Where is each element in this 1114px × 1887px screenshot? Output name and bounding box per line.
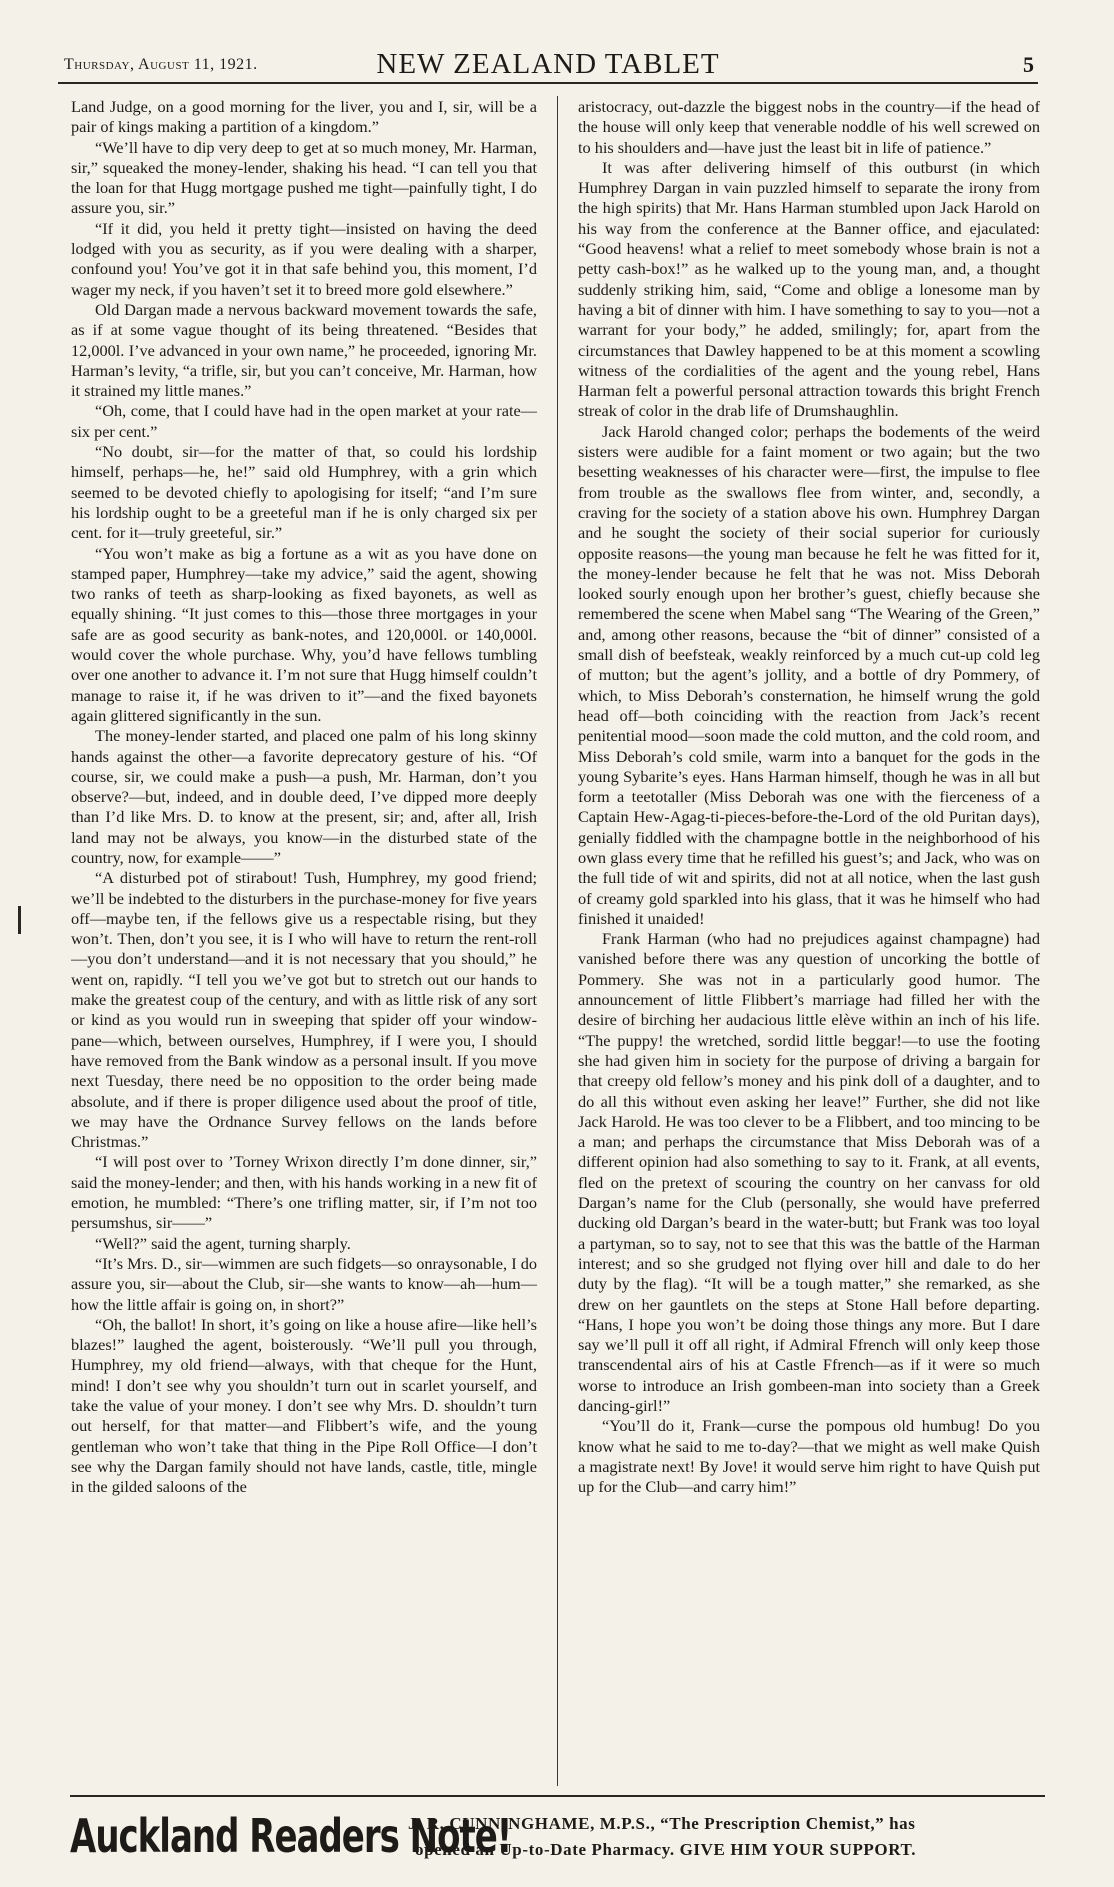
article-paragraph: “We’ll have to dip very deep to get at so much money, Mr. Harman, sir,” squeaked the money-lender, shaking his head. “I can tell you that the loan for that Hugg mortgage pushed me tight—painfully tight, I do assure you, sir.” <box>71 137 537 218</box>
article-paragraph: “A disturbed pot of stirabout! Tush, Humphrey, my good friend; we’ll be indebted to the disturbers in the purchase-money for five years off—maybe ten, if the fellows give us a respectable rising, but they won’t. Then, don’t you see, it is I who will have to return the rent-roll—you don’t understand—and it is not necessary that you should,” he went on, rapidly. “I tell you we’ve got but to stretch out our hands to make the greatest coup of the century, and with as little risk of any sort or kind as you would run in sweeping that spider off your window-pane—which, between ourselves, Humphrey, if I were you, I should have removed from the Bank window as a personal insult. If you move next Tuesday, there need be no opposition to the order being made absolute, and if there is proper diligence used about the proof of title, we may have the Ordnance Survey fellows on the lands before Christmas.” <box>71 868 537 1152</box>
page-number: 5 <box>1023 52 1034 77</box>
bottom-rule <box>70 1795 1045 1797</box>
article-paragraph: “No doubt, sir—for the matter of that, so could his lordship himself, perhaps—he, he!” said old Humphrey, with a grin which seemed to be devoted chiefly to apologising for itself; “and I’m sure his lordship ought to be a greeteful man if he is only charged six per cent. for it—truly greeteful, sir.” <box>71 442 537 543</box>
article-paragraph: It was after delivering himself of this outburst (in which Humphrey Dargan in vain puzzled himself to separate the irony from the high spirits) that Mr. Hans Harman stumbled upon Jack Harold on his way from the conference at the Banner office, and ejaculated: “Good heavens! what a relief to meet somebody whose brain is not a petty cash-box!” as he walked up to the young man, and, a thought suddenly striking him, said, “Come and oblige a lonesome man by having a bit of dinner with him. I have something to say to you—not a warrant for your body,” he added, smilingly; for, apart from the circumstances that Dawley happened to be at this moment a scowling witness of the cordialities of the agent and the young rebel, Hans Harman felt a powerful personal attraction towards this bright French streak of color in the drab life of Drumshaughlin. <box>578 157 1040 421</box>
article-paragraph: Old Dargan made a nervous backward movement towards the safe, as if at some vague thought of its being threatened. “Besides that 12,000l. I’ve advanced in your own name,” he proceeded, ignoring Mr. Harman’s levity, “a trifle, sir, but you can’t conceive, Mr. Harman, how it strained my little manes.” <box>71 299 537 401</box>
ad-line-2: opened an Up-to-Date Pharmacy. GIVE HIM YOUR SUPPORT. <box>415 1840 917 1859</box>
margin-mark <box>18 906 21 934</box>
column-divider <box>557 96 558 1786</box>
ad-line-1: J. R. CUNNINGHAME, M.P.S., “The Prescription Chemist,” has <box>408 1814 916 1833</box>
article-paragraph: Frank Harman (who had no prejudices against champagne) had vanished before there was any question of uncorking the bottle of Pommery. She was not in a particularly good humor. The announcement of little Flibbert’s marriage had filled her with the desire of birching her audacious little elève within an inch of his life. “The puppy! the wretched, sordid little beggar!—to use the footing she had given him in society for the purpose of driving a bargain for that creepy old fellow’s money and his pink doll of a daughter, and to do all this without even asking her leave!” Further, she did not like Jack Harold. He was too clever to be a Flibbert, and too mincing to be a man; and perhaps the circumstance that Miss Deborah was of a different opinion had also something to say to it. Frank, at all events, fled on the pretext of scouring the country on her canvass for old Dargan’s name for the Club (personally, she would have preferred ducking old Dargan’s beard in the water-butt; but Frank was too loyal a partyman, so to say, not to see that this was the battle of the Harman interest; and so she grudged not flying over hill and dale to do her duty by the flag). “It will be a tough matter,” she remarked, as she drew on her gauntlets on the steps at Stone Hall before departing. “Hans, I hope you won’t be doing those things any more. But I dare say we’ll pull it off all right, if Admiral Ffrench will only keep those transcendental airs of his at Castle Ffrench—as if it were so much worse to introduce an Irish gombeen-man into society than a Greek dancing-girl!” <box>578 929 1040 1415</box>
article-paragraph: “If it did, you held it pretty tight—insisted on having the deed lodged with you as security, as if you were dealing with a sharper, confound you! You’ve got it in that safe behind you, this moment, I’d wager my neck, if you haven’t set it to breed more gold elsewhere.” <box>71 218 537 299</box>
article-paragraph: “Oh, the ballot! In short, it’s going on like a house afire—like hell’s blazes!” laughed the agent, boisterously. “We’ll pull you through, Humphrey, my old friend—always, with that cheque for the Hunt, mind! I don’t see why you shouldn’t turn out in scarlet yourself, and take the value of your money. I don’t see why Mrs. D. shouldn’t turn out herself, for that matter—and Flibbert’s wife, and the young gentleman who won’t take that thing in the Pipe Roll Office—I don’t see why the Dargan family should not have lands, castle, title, mingle in the gilded saloons of the <box>71 1314 537 1497</box>
ad-heading: Auckland Readers Note! <box>70 1810 512 1864</box>
continued-paragraph: Land Judge, on a good morning for the liver, you and I, sir, will be a pair of kings making a partition of a kingdom.” <box>71 97 537 137</box>
article-paragraph: “It’s Mrs. D., sir—wimmen are such fidgets—so onraysonable, I do assure you, sir—about the Club, sir—she wants to know—ah—hum—how the little affair is going on, in short?” <box>71 1253 537 1314</box>
article-paragraph: “You’ll do it, Frank—curse the pompous old humbug! Do you know what he said to me to-day?—that we might as well make Quish a magistrate next! By Jove! it would serve him right to have Quish put up for the Club—and carry him!” <box>578 1416 1040 1497</box>
article-paragraph: “Well?” said the agent, turning sharply. <box>95 1233 351 1253</box>
article-paragraph: The money-lender started, and placed one palm of his long skinny hands against the other—a favorite deprecatory gesture of his. “Of course, sir, we could make a push—a push, Mr. Harman, don’t you observe?—but, indeed, and in double deed, I’ve dipped more deeply than I’d like Mrs. D. to know at the present, sir; and, after all, Irish land may not be always, you know—in the disturbed state of the country, now, for example——” <box>71 726 537 867</box>
article-paragraph: “Oh, come, that I could have had in the open market at your rate—six per cent.” <box>71 401 537 441</box>
continued-paragraph: aristocracy, out-dazzle the biggest nobs in the country—if the head of the house will only keep that venerable noddle of his well screwed on to his shoulders and—have just the least bit in life of patience.” <box>578 97 1040 157</box>
advertisement-banner <box>60 1810 1050 1870</box>
article-paragraph: “I will post over to ’Torney Wrixon directly I’m done dinner, sir,” said the money-lender; and then, with his hands working in a new fit of emotion, he mumbled: “There’s one trifling matter, sir, if I’m not too persumshus, sir——” <box>71 1152 537 1233</box>
right-column <box>578 97 1040 1777</box>
left-column <box>71 97 537 1777</box>
page-header <box>58 48 1038 84</box>
issue-date: Thursday, August 11, 1921. <box>64 56 258 73</box>
article-paragraph: Jack Harold changed color; perhaps the bodements of the weird sisters were audible for a faint moment or two again; but the two besetting weaknesses of his character were—first, the impulse to flee from trouble as the swallows flee from winter, and, secondly, a craving for the society of a station above his own. Humphrey Dargan and he sought the society of their social superior for curiously opposite reasons—the young man because he felt he was fitted for it, the money-lender because he felt that he was not. Miss Deborah looked sourly enough upon her brother’s guest, chiefly because she remembered the scene when Mabel sang “The Wearing of the Green,” and, among other reasons, because the “bit of dinner” consisted of a small dish of beefsteak, weakly reinforced by a much cut-up cold leg of mutton; but the agent’s jollity, and a bottle of dry Pommery, of which, to Miss Deborah’s consternation, he himself wrung the gold head off—both coinciding with the reaction from Jack’s recent penitential mood—soon made the cold mutton, and the cold room, and Miss Deborah’s cold smile, warm into a banquet for the gods in the young Sybarite’s eyes. Hans Harman himself, though he was in all but form a teetotaller (Miss Deborah was one with the fierceness of a Captain Hew-Agag-ti-pieces-before-the-Lord of the old Puritan days), genially fiddled with the champagne bottle in the neighborhood of his own glass every time that he refilled his guest’s; and Jack, who was on the full tide of wit and spirits, did not at all notice, when the last gush of creamy gold sparkled into his glass, that it was he himself who had finished it unaided! <box>578 421 1040 928</box>
publication-title: NEW ZEALAND TABLET <box>376 48 720 80</box>
article-paragraph: “You won’t make as big a fortune as a wit as you have done on stamped paper, Humphrey—take my advice,” said the agent, showing two ranks of teeth as sharp-looking as fixed bayonets, as well as equally shining. “It just comes to this—those three mortgages in your safe are as good security as bank-notes, and 120,000l. or 140,000l. would cover the whole purchase. Why, you’d have fellows tumbling over one another to advance it. I’m not sure that Hugg himself couldn’t manage to raise it, if he was driven to it”—and the fixed bayonets again glittered significantly in the sun. <box>71 543 537 725</box>
